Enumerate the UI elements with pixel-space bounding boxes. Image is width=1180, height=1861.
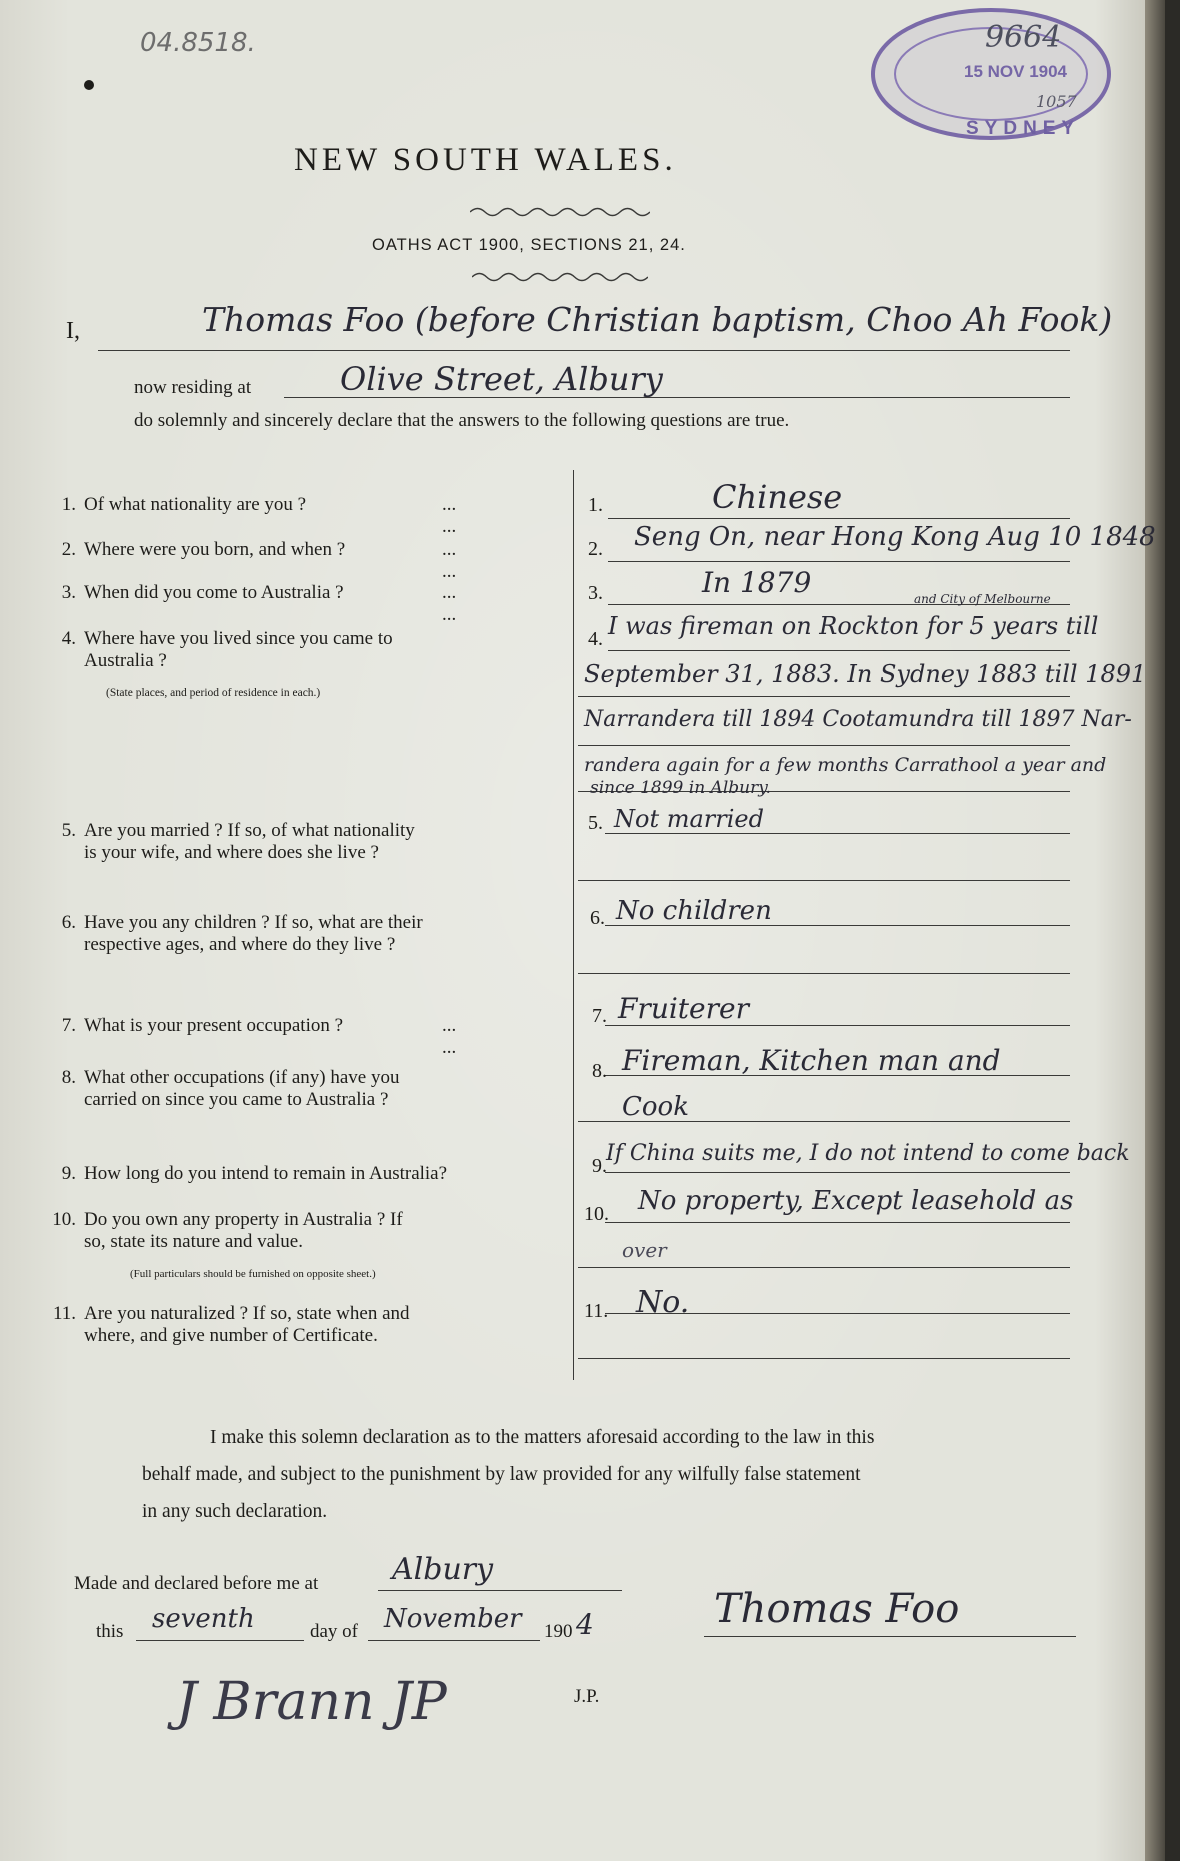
jp-label: J.P. xyxy=(574,1686,600,1707)
answer-line xyxy=(605,833,1070,834)
answer-8-line-2: Cook xyxy=(622,1092,689,1122)
answer-line xyxy=(578,1358,1070,1359)
question-6: 6. Have you any children ? If so, what are their respective ages, and where do they live ? xyxy=(61,912,423,955)
answer-2: Seng On, near Hong Kong Aug 10 1848 xyxy=(634,522,1156,552)
answer-3: In 1879 xyxy=(702,566,812,599)
stamp-number: 9664 xyxy=(985,20,1062,55)
jp-signature: J Brann JP xyxy=(176,1672,447,1732)
question-1: 1. Of what nationality are you ? ... ... xyxy=(61,494,457,537)
question-4: 4. Where have you lived since you came to Australia ? (State places, and period of residence in each.) xyxy=(61,628,393,699)
answer-6-number: 6. xyxy=(590,907,605,929)
declarant-prefix: I, xyxy=(66,318,80,344)
answer-line xyxy=(608,561,1070,562)
answer-5: Not married xyxy=(614,805,764,833)
declarant-name: Thomas Foo (before Christian baptism, Choo Ah Fook) xyxy=(202,300,1113,339)
stamp-side-note: 1057 xyxy=(1036,92,1077,111)
page-subtitle: OATHS ACT 1900, SECTIONS 21, 24. xyxy=(372,236,686,254)
residence-label: now residing at xyxy=(134,377,252,398)
answer-line xyxy=(605,1025,1070,1026)
signing-day: seventh xyxy=(152,1604,255,1634)
question-2: 2. Where were you born, and when ? ... ... xyxy=(61,539,457,582)
answer-line xyxy=(578,745,1070,746)
ornament-divider xyxy=(472,270,648,284)
question-5: 5. Are you married ? If so, of what nationality is your wife, and where does she live ? xyxy=(61,820,415,863)
name-line xyxy=(98,350,1070,351)
answer-7: Fruiterer xyxy=(618,992,749,1025)
declaration-intro: do solemnly and sincerely declare that the answers to the following questions are true. xyxy=(134,410,790,431)
signing-place: Albury xyxy=(392,1552,494,1587)
ornament-divider xyxy=(470,205,650,219)
question-7: 7. What is your present occupation ? ... ... xyxy=(61,1015,457,1058)
month-line xyxy=(368,1640,540,1641)
answer-10-line-1: No property, Except leasehold as xyxy=(638,1186,1074,1216)
question-8: 8. What other occupations (if any) have you carried on since you came to Australia ? xyxy=(61,1067,400,1110)
solemn-declaration-line-2: behalf made, and subject to the punishment by law provided for any wilfully false statement xyxy=(142,1464,861,1485)
this-label: this xyxy=(96,1621,124,1642)
answer-8-number: 8. xyxy=(592,1060,607,1082)
signature-line xyxy=(704,1636,1076,1637)
answer-4-number: 4. xyxy=(588,628,603,650)
answer-3-number: 3. xyxy=(588,582,603,604)
made-declared-label: Made and declared before me at xyxy=(74,1573,319,1594)
answer-4-line-2: September 31, 1883. In Sydney 1883 till 1891 xyxy=(584,660,1147,688)
answer-9-number: 9. xyxy=(592,1155,607,1177)
answer-4-line-5: since 1899 in Albury. xyxy=(590,778,771,798)
answer-8-line-1: Fireman, Kitchen man and xyxy=(622,1044,1001,1077)
day-line xyxy=(136,1640,304,1641)
question-11: 11. Are you naturalized ? If so, state when and where, and give number of Certificate. xyxy=(52,1303,410,1346)
stamp-date: 15 NOV 1904 xyxy=(964,62,1068,81)
answer-2-number: 2. xyxy=(588,538,603,560)
answer-line xyxy=(578,973,1070,974)
answer-10-line-2: over xyxy=(622,1238,667,1262)
answer-line xyxy=(578,880,1070,881)
answer-6: No children xyxy=(616,896,772,926)
day-of-label: day of xyxy=(310,1621,359,1642)
answer-11-number: 11. xyxy=(584,1300,609,1322)
solemn-declaration-line-3: in any such declaration. xyxy=(142,1501,328,1522)
place-line xyxy=(378,1590,622,1591)
solemn-declaration-line-1: I make this solemn declaration as to the matters aforesaid according to the law in this xyxy=(210,1427,875,1448)
page-title: NEW SOUTH WALES. xyxy=(294,142,677,178)
question-3: 3. When did you come to Australia ? ... ... xyxy=(61,582,457,625)
answer-4-line-1: I was fireman on Rockton for 5 years till xyxy=(608,612,1099,640)
question-10: 10. Do you own any property in Australia ? If so, state its nature and value. (Full particulars should be furnished on opposite sheet.) xyxy=(52,1209,403,1280)
page-edge-shadow xyxy=(1145,0,1165,1861)
answer-4-line-3: Narrandera till 1894 Cootamundra till 1897 Nar- xyxy=(584,707,1132,732)
answer-10-number: 10. xyxy=(584,1203,609,1225)
year-prefix: 190 xyxy=(544,1621,573,1642)
answer-4-insert: and City of Melbourne xyxy=(914,592,1051,606)
answer-1: Chinese xyxy=(712,478,843,516)
answer-9: If China suits me, I do not intend to come back xyxy=(606,1141,1130,1166)
answer-line xyxy=(605,1222,1070,1223)
residence-value: Olive Street, Albury xyxy=(340,360,663,398)
answer-4-line-4: randera again for a few months Carrathool a year and xyxy=(584,754,1107,776)
answer-line xyxy=(608,518,1070,519)
column-divider xyxy=(573,470,574,1380)
answer-5-number: 5. xyxy=(588,812,603,834)
declarant-signature: Thomas Foo xyxy=(714,1586,960,1632)
stamp-text: SYDNEY xyxy=(966,118,1081,139)
reference-number: 04.8518. xyxy=(140,28,256,58)
question-9: 9. How long do you intend to remain in Australia? xyxy=(61,1163,448,1184)
answer-1-number: 1. xyxy=(588,494,603,516)
signing-month: November xyxy=(384,1604,522,1634)
answer-11: No. xyxy=(636,1285,690,1320)
ink-dot xyxy=(84,80,94,90)
answer-line xyxy=(578,696,1070,697)
answer-7-number: 7. xyxy=(592,1005,607,1027)
answer-line xyxy=(578,1267,1070,1268)
year-digit: 4 xyxy=(576,1608,594,1641)
answer-line xyxy=(608,650,1070,651)
answer-line xyxy=(605,1172,1070,1173)
